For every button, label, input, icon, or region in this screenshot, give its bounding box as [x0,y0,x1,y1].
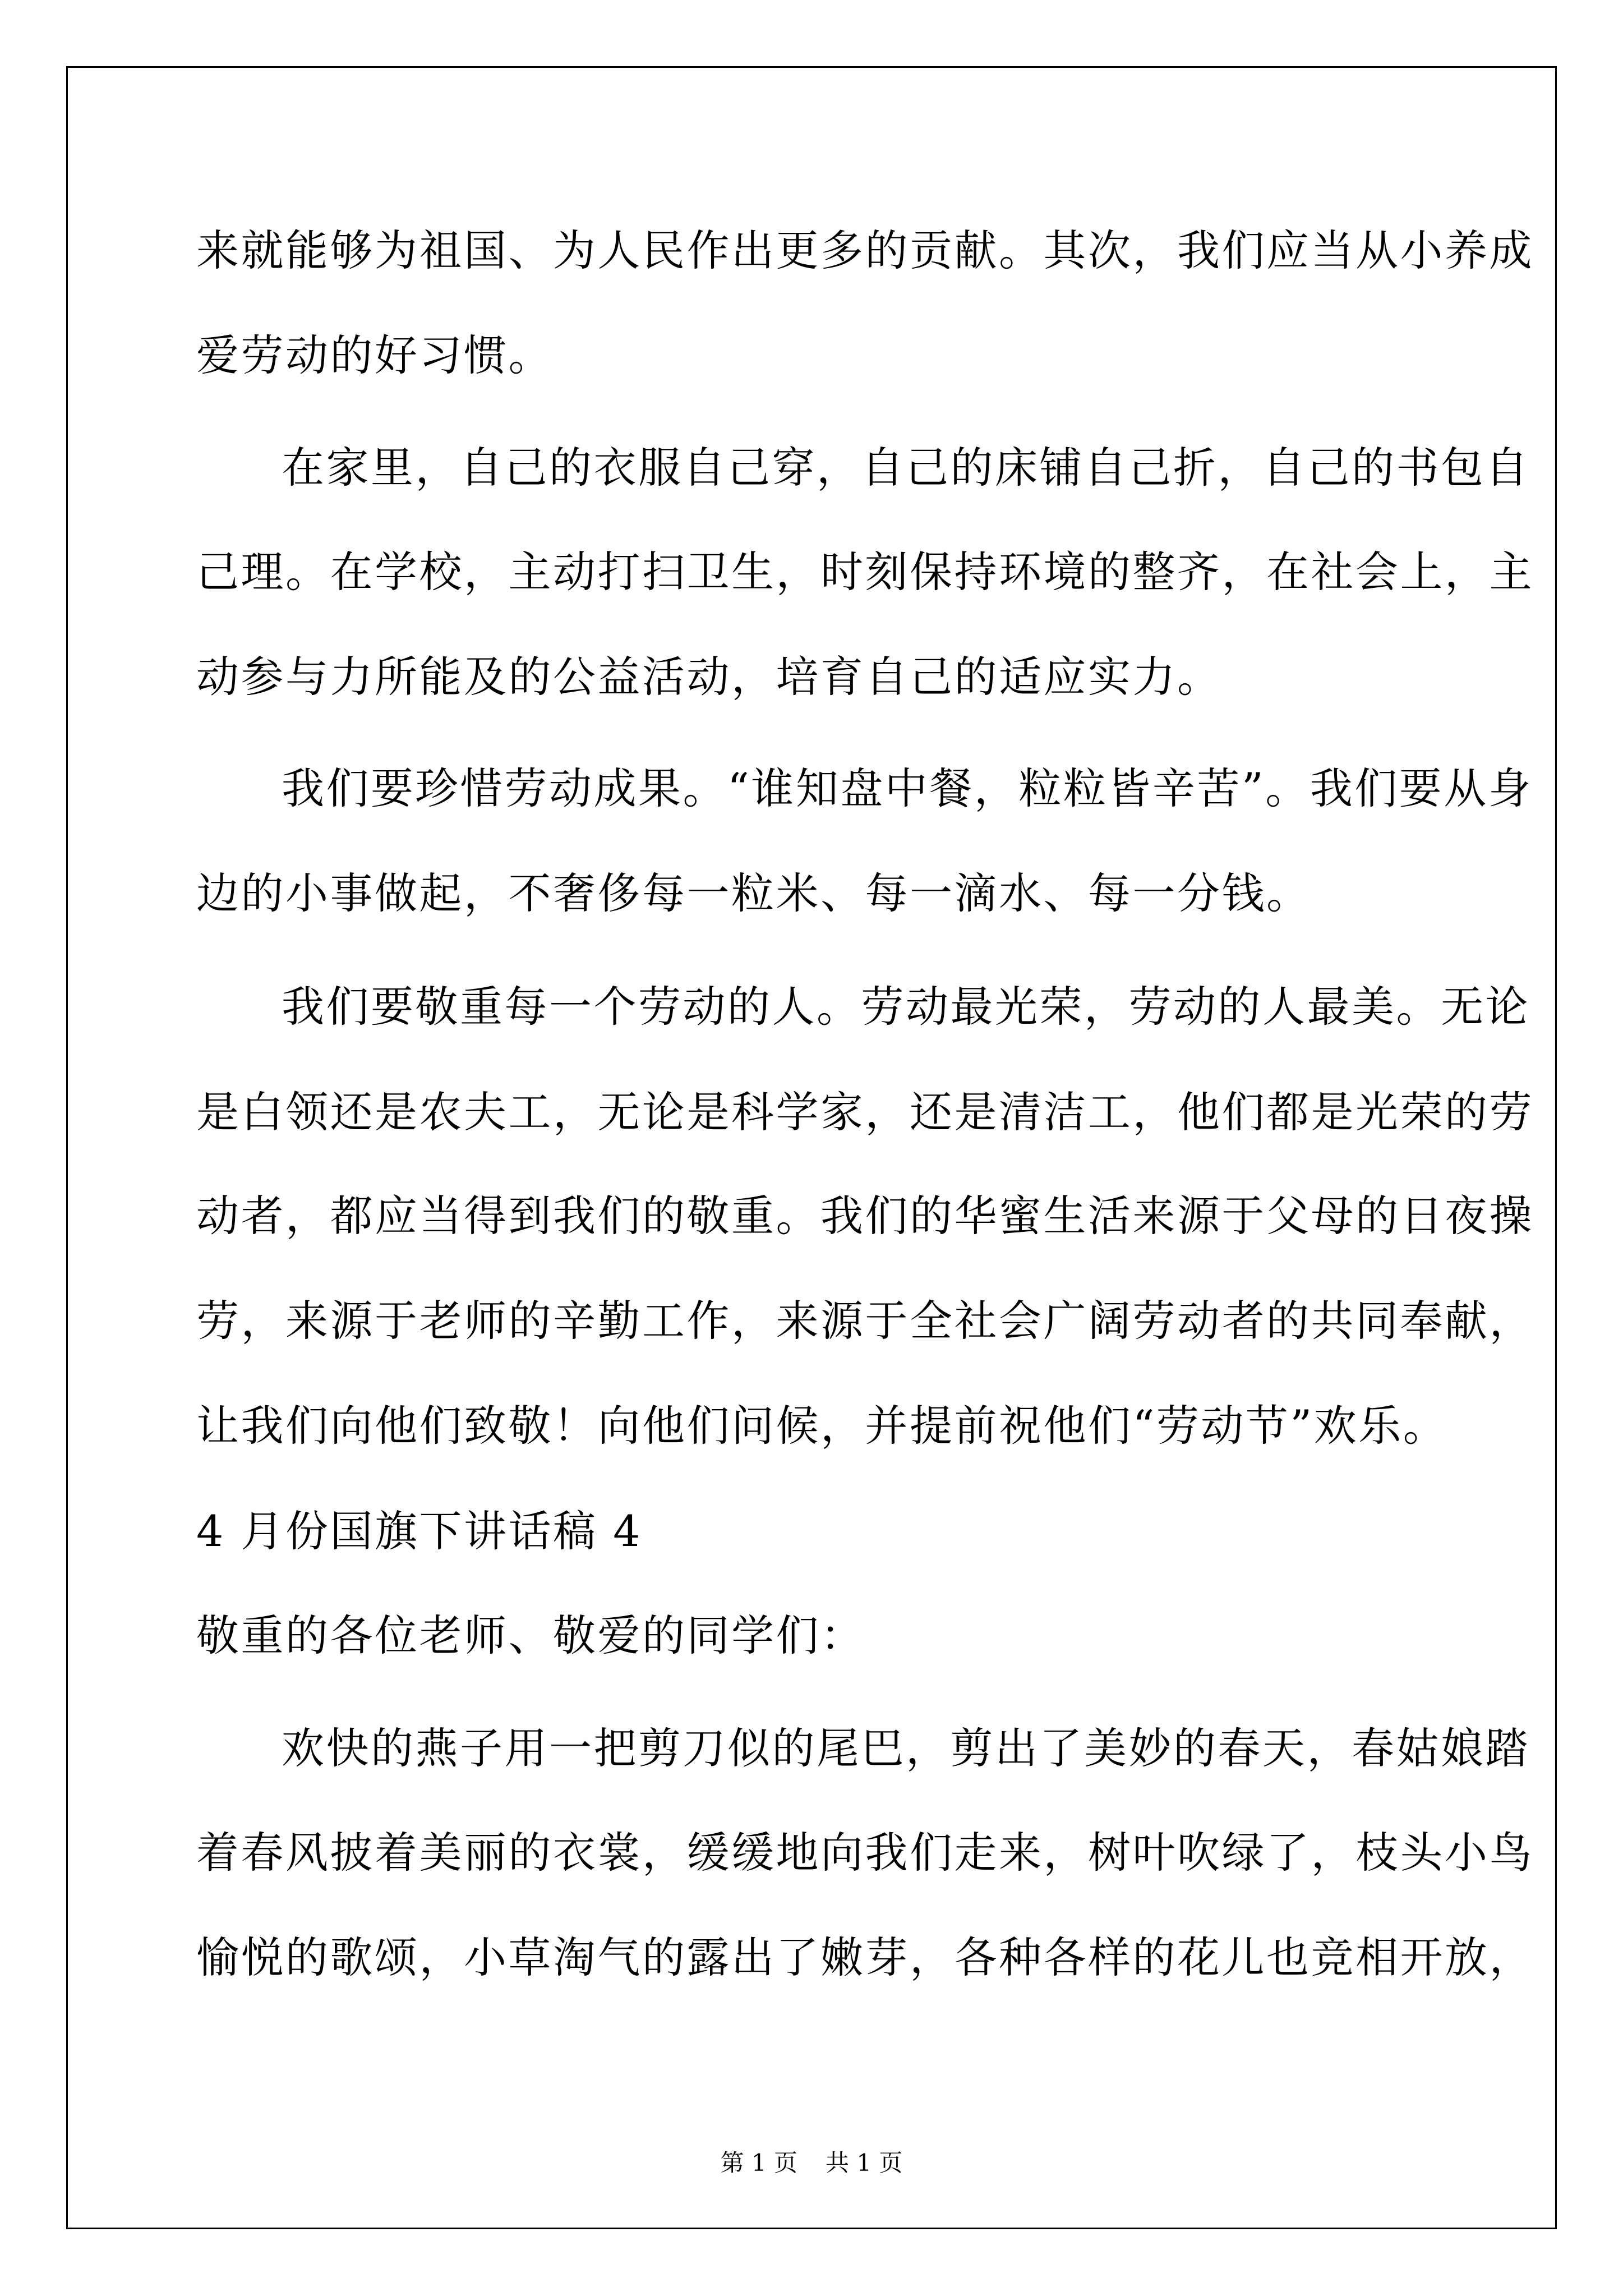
text-line-9: 是白领还是农夫工，无论是科学家，还是清洁工，他们都是光荣的劳 [196,1087,1534,1137]
text-line-4: 己理。在学校，主动打扫卫生，时刻保持环境的整齐，在社会上，主 [196,547,1534,597]
text-line-6: 我们要珍惜劳动成果。“谁知盘中餐，粒粒皆辛苦”。我们要从身 [282,763,1533,813]
text-line-10: 动者，都应当得到我们的敬重。我们的华蜜生活来源于父母的日夜操 [196,1191,1534,1241]
text-line-8: 我们要敬重每一个劳动的人。劳动最光荣，劳动的人最美。无论 [282,982,1530,1032]
text-line-12: 让我们向他们致敬！向他们问候，并提前祝他们“劳动节”欢乐。 [196,1401,1448,1451]
page-footer [0,2146,1623,2180]
text-line-17: 愉悦的歌颂，小草淘气的露出了嫩芽，各种各样的花儿也竞相开放， [196,1932,1534,1982]
page-total: 共 1 页 [826,2149,903,2177]
text-line-16: 着春风披着美丽的衣裳，缓缓地向我们走来，树叶吹绿了，枝头小鸟 [196,1828,1534,1878]
text-line-7: 边的小事做起，不奢侈每一粒米、每一滴水、每一分钱。 [196,868,1311,918]
text-line-3: 在家里，自己的衣服自己穿，自己的床铺自己折，自己的书包自 [282,443,1530,493]
page-border [66,66,1557,2229]
text-line-11: 劳，来源于老师的辛勤工作，来源于全社会广阔劳动者的共同奉献， [196,1296,1534,1346]
text-line-15: 欢快的燕子用一把剪刀似的尾巴，剪出了美妙的春天，春姑娘踏 [282,1723,1530,1773]
section-heading: 4 月份国旗下讲话稿 4 [196,1506,643,1556]
salutation: 敬重的各位老师、敬爱的同学们： [196,1611,865,1660]
text-line-2: 爱劳动的好习惯。 [196,330,553,380]
page-number: 第 1 页 [720,2149,797,2177]
text-line-5: 动参与力所能及的公益活动，培育自己的适应实力。 [196,652,1222,702]
text-line-1: 来就能够为祖国、为人民作出更多的贡献。其次，我们应当从小养成 [196,226,1534,275]
